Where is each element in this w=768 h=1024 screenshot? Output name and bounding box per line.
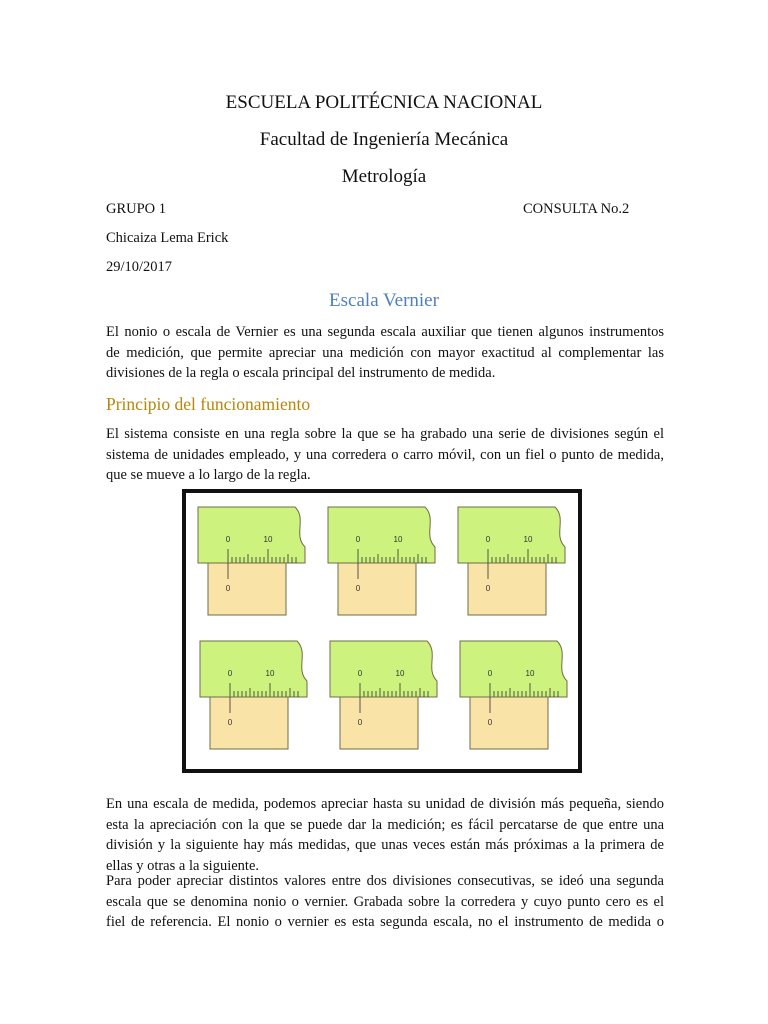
group-label: GRUPO 1 (106, 201, 167, 217)
text-line: sistema de unidades empleado, y una corredera o carro móvil, con un fiel o punto de medida, (106, 446, 664, 463)
vernier-slider (468, 563, 546, 615)
document-date: 29/10/2017 (106, 259, 173, 275)
text-line: de medición, que permite apreciar una medición con mayor exactitud al complementar las (106, 344, 664, 361)
vernier-slider (470, 697, 548, 749)
faculty-title: Facultad de Ingeniería Mecánica (259, 129, 509, 150)
main-label-ten: 10 (265, 669, 275, 678)
main-label-zero: 0 (485, 535, 491, 544)
main-ruler (460, 641, 567, 697)
text-line: ellas y otras a la siguiente. (106, 857, 260, 874)
consulta-label: CONSULTA No.2 (523, 201, 630, 217)
main-label-zero: 0 (355, 535, 361, 544)
text-line: El sistema consiste en una regla sobre la que se ha grabado una serie de divisiones según el (106, 426, 664, 442)
main-label-ten: 10 (395, 669, 405, 678)
main-ruler (200, 641, 307, 697)
main-ruler (198, 507, 305, 563)
text-line: esta la apreciación con la que se puede dar la medición; es fácil percatarse de que entre una (106, 816, 664, 833)
author-name: Chicaiza Lema Erick (106, 230, 229, 246)
vernier-slider (340, 697, 418, 749)
vernier-label-zero: 0 (355, 584, 361, 593)
main-label-zero: 0 (357, 669, 363, 678)
main-label-zero: 0 (225, 535, 231, 544)
main-label-zero: 0 (227, 669, 233, 678)
vernier-label-zero: 0 (357, 718, 363, 727)
institution-title: ESCUELA POLITÉCNICA NACIONAL (225, 92, 543, 113)
text-line: división y la siguiente hay más medidas, que unas veces están más próximas a la primera de (106, 837, 664, 853)
vernier-slider (210, 697, 288, 749)
text-line: que se mueve a lo largo de la regla. (106, 467, 311, 483)
text-line: Para poder apreciar distintos valores entre dos divisiones consecutivas, se ideó una segunda (106, 873, 664, 889)
main-label-ten: 10 (525, 669, 535, 678)
main-label-ten: 10 (523, 535, 533, 544)
nonius-paragraph (106, 871, 664, 933)
main-ruler (330, 641, 437, 697)
text-line: escala que se denomina nonio o vernier. Grabada sobre la corredera y cuyo punto cero es el (106, 893, 664, 910)
vernier-slider (338, 563, 416, 615)
vernier-label-zero: 0 (225, 584, 231, 593)
subject-title: Metrología (341, 166, 427, 187)
principle-paragraph (106, 424, 664, 486)
text-line: divisiones de la regla o escala principal del instrumento de medida. (106, 365, 496, 381)
text-line: El nonio o escala de Vernier es una segunda escala auxiliar que tienen algunos instrumentos (106, 324, 664, 340)
main-label-ten: 10 (393, 535, 403, 544)
measure-paragraph (106, 794, 664, 876)
text-line: En una escala de medida, podemos apreciar hasta su unidad de división más pequeña, siendo (106, 796, 664, 812)
text-line: fiel de referencia. El nonio o vernier es esta segunda escala, no el instrumento de medida o (106, 914, 664, 930)
main-ruler (458, 507, 565, 563)
main-ruler (328, 507, 435, 563)
section-title: Escala Vernier (329, 290, 439, 311)
vernier-label-zero: 0 (487, 718, 493, 727)
vernier-label-zero: 0 (485, 584, 491, 593)
main-label-ten: 10 (263, 535, 273, 544)
vernier-slider (208, 563, 286, 615)
intro-paragraph (106, 322, 664, 384)
subsection-title: Principio del funcionamiento (106, 394, 311, 414)
main-label-zero: 0 (487, 669, 493, 678)
vernier-scales-figure (182, 489, 582, 773)
vernier-label-zero: 0 (227, 718, 233, 727)
